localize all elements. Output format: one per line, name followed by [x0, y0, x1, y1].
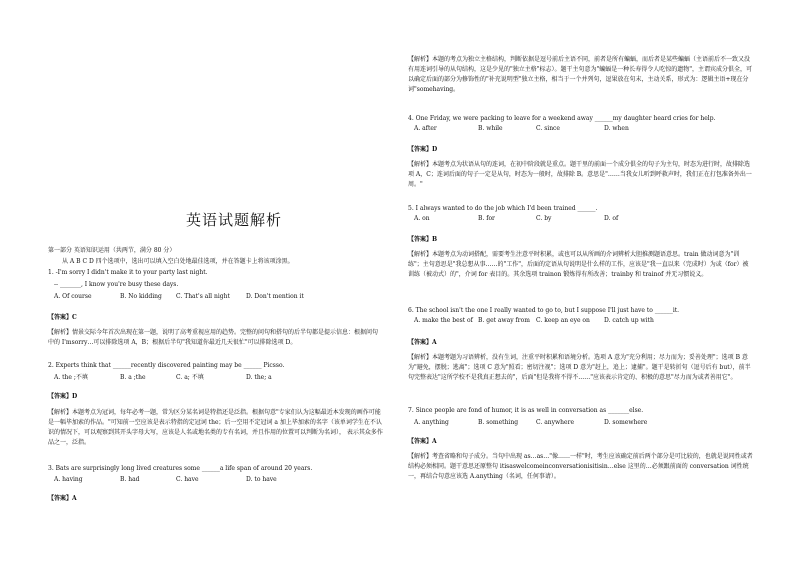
q6-option-b: B. get away from [478, 317, 530, 324]
q3-option-b: B. had [120, 476, 140, 483]
q7-option-d: D. somewhere [604, 419, 648, 426]
q7-option-c: C. anywhere [536, 419, 574, 426]
q5-option-a: A. on [414, 215, 430, 222]
section-instruction: 从 A B C D 四个选项中，选出可以填入空白处地最佳选项，并在答题卡上将该项涂黑。 [62, 258, 294, 265]
q5-analysis: 【解析】本题考点为动词搭配，需要考生注意平时积累，或也可以从所画的介词辨析大胆推测题语意思。train 做动词意为"训练"；主句意思是"我总想从事……的"工作"，后面的定语从句说明是什么样的工作，应该是"我一直以来（完成时）为或（for）被训练（被动式）的"，介词 for 表目的。其余选项 trainon 锻炼得有所改善；trainby 和 trainof 并无习惯说义。 [408, 251, 749, 278]
q4-option-c: C. since [536, 125, 560, 132]
q4-option-b: B. while [478, 125, 503, 132]
question-3-stem: 3. Bats are surprisingly long lived creatures some ______a life span of around 20 years. [48, 465, 313, 472]
q3-option-d: D. to have [246, 476, 277, 483]
q4-answer: 【答案】D [408, 146, 438, 153]
section-heading: 第一部分 英语知识运用（共两节，满分 80 分） [48, 247, 176, 254]
q4-option-d: D. when [604, 125, 629, 132]
q5-option-c: C. by [536, 215, 552, 222]
question-6-stem: 6. The school isn't the one I really wanted to go to, but I suppose I'll just have to ______it. [408, 307, 680, 314]
q2-option-c: C. a; 不填 [176, 374, 204, 381]
q5-option-b: B. for [478, 215, 495, 222]
q2-option-b: B. a ;the [120, 374, 146, 381]
q2-analysis: 【解析】本题考点为冠词，每年必考一题，常为区分某名词是特指还是泛指。根据句意"专家们认为这幅最近本发现的画作可能是一幅毕加索的作品。"可知前一空应该是表示特指的定冠词 the；后一空用不定冠词 a 加上毕加索的名字（该单词学生在不认识的情况下，可以观察到其开头字母大写，应该是人名或地名类的专有名词，并且作用的位置可以判断为名词）， 表示其众多作品之一，泛指。 [48, 409, 383, 446]
q5-option-d: D. of [604, 215, 619, 222]
q3-answer: 【答案】A [48, 495, 77, 502]
q3-analysis: 【解析】本题的考点为独立主格结构，判断依据是逗号前后主语不同，前者是所有蝙蝠，而后者是某些蝙蝠（主语前后不一致又没有用连词引导的从句结构，这是少见的"独立主格"标志）。题干主句意为"蝙蝠是一种长寿得令人吃惊的遗物"，主谓宾成分俱全，可以确定后面的部分为修饰性的"补充说明型"独立主格，相当于一个并列句，逗果放在句末，主动关系，形式为：逻辑主语+现在分词"somehaving。 [408, 56, 753, 93]
q7-option-a: A. anything [414, 419, 449, 426]
question-1-line1: 1. -I'm sorry I didn't make it to your party last night. [48, 269, 208, 276]
q1-analysis: 【解析】情景交际今年首次出现在第一题，说明了高考重视应用的趋势。完整的问句和搭句的后半句都是提示信息：根据问句中的 I'msorry…可以排除选项 A，B；根据后半句"我知道你最近几天很忙"可以排除选项 D。 [48, 329, 379, 346]
question-5-stem: 5. I always wanted to do the job which I'd been trained ______. [408, 205, 598, 212]
q7-answer: 【答案】A [408, 438, 437, 445]
q2-option-a: A. the ;不填 [54, 374, 88, 381]
q5-answer: 【答案】B [408, 236, 438, 243]
q6-analysis: 【解析】本题考题为习语辨析，没有生词，注重平时积累和语境分析。选项 A 意为"充分利用；尽力而为；妥善处理"；选项 B 意为"避免，摆脱；逃离"；选项 C 意为"照看；密切注视"；选项 D 意为"赶上，追上；逮捕"。题干是转折句（逗号后有 but），前半句完整表达"这所学校不是我真正想去的"，后面"但是我将不得不……"应该表示肯定的、积极的意思"尽力而为或者善用它"。 [408, 354, 751, 381]
q1-option-b: B. No kidding [120, 293, 162, 300]
q3-option-c: C. have [176, 476, 199, 483]
q7-analysis: 【解析】考查省略和句子成分。当句中出现 as…as…"像……一样"时，考生应该确定前后两个部分是可比较的，也就是说同性或者结构必须相同。题干意思还原整句 itisaswelcomeinconversationisitisin…else 这里的…必须跟前面的 conversation 词性统一，再结合句意应该选 A.anything（名词，任何事请）。 [408, 453, 753, 480]
question-4-stem: 4. One Friday, we were packing to leave for a weekend away ______my daughter heard cries for help. [408, 115, 716, 122]
q6-option-c: C. keep an eye on [536, 317, 590, 324]
q3-option-a: A. having [54, 476, 83, 483]
q1-option-d: D. Don't mention it [246, 293, 304, 300]
document-title: 英语试题解析 [186, 211, 283, 229]
q2-option-d: D. the; a [246, 374, 272, 381]
q6-answer: 【答案】A [408, 339, 437, 346]
q4-option-a: A. after [414, 125, 437, 132]
q1-answer: 【答案】C [48, 314, 77, 321]
question-1-line2: -- _______, I know you're busy these days. [54, 281, 179, 288]
question-7-stem: 7. Since people are fond of humor, it is as well in conversation as _______else. [408, 407, 644, 414]
q7-option-b: B. something [478, 419, 519, 426]
q2-answer: 【答案】D [48, 393, 78, 400]
q1-option-a: A. Of course [54, 293, 92, 300]
q6-option-a: A. make the best of [414, 317, 473, 324]
q6-option-d: D. catch up with [604, 317, 654, 324]
question-2-stem: 2. Experts think that ______recently discovered painting may be ______ Picsso. [48, 362, 285, 369]
q4-analysis: 【解析】本题考点为状语从句的连词，在初中阶段就是重点。题干里的前面一个成分俱全的句子为主句，时态为进行时，故排除选项 A，C；连词后面的句子一定是从句，时态为一般时，故排除 B。意思是"……当我女儿听到呼救声时，我们正在打包准备外出一周。" [408, 161, 752, 188]
q1-option-c: C. That's all night [176, 293, 230, 300]
